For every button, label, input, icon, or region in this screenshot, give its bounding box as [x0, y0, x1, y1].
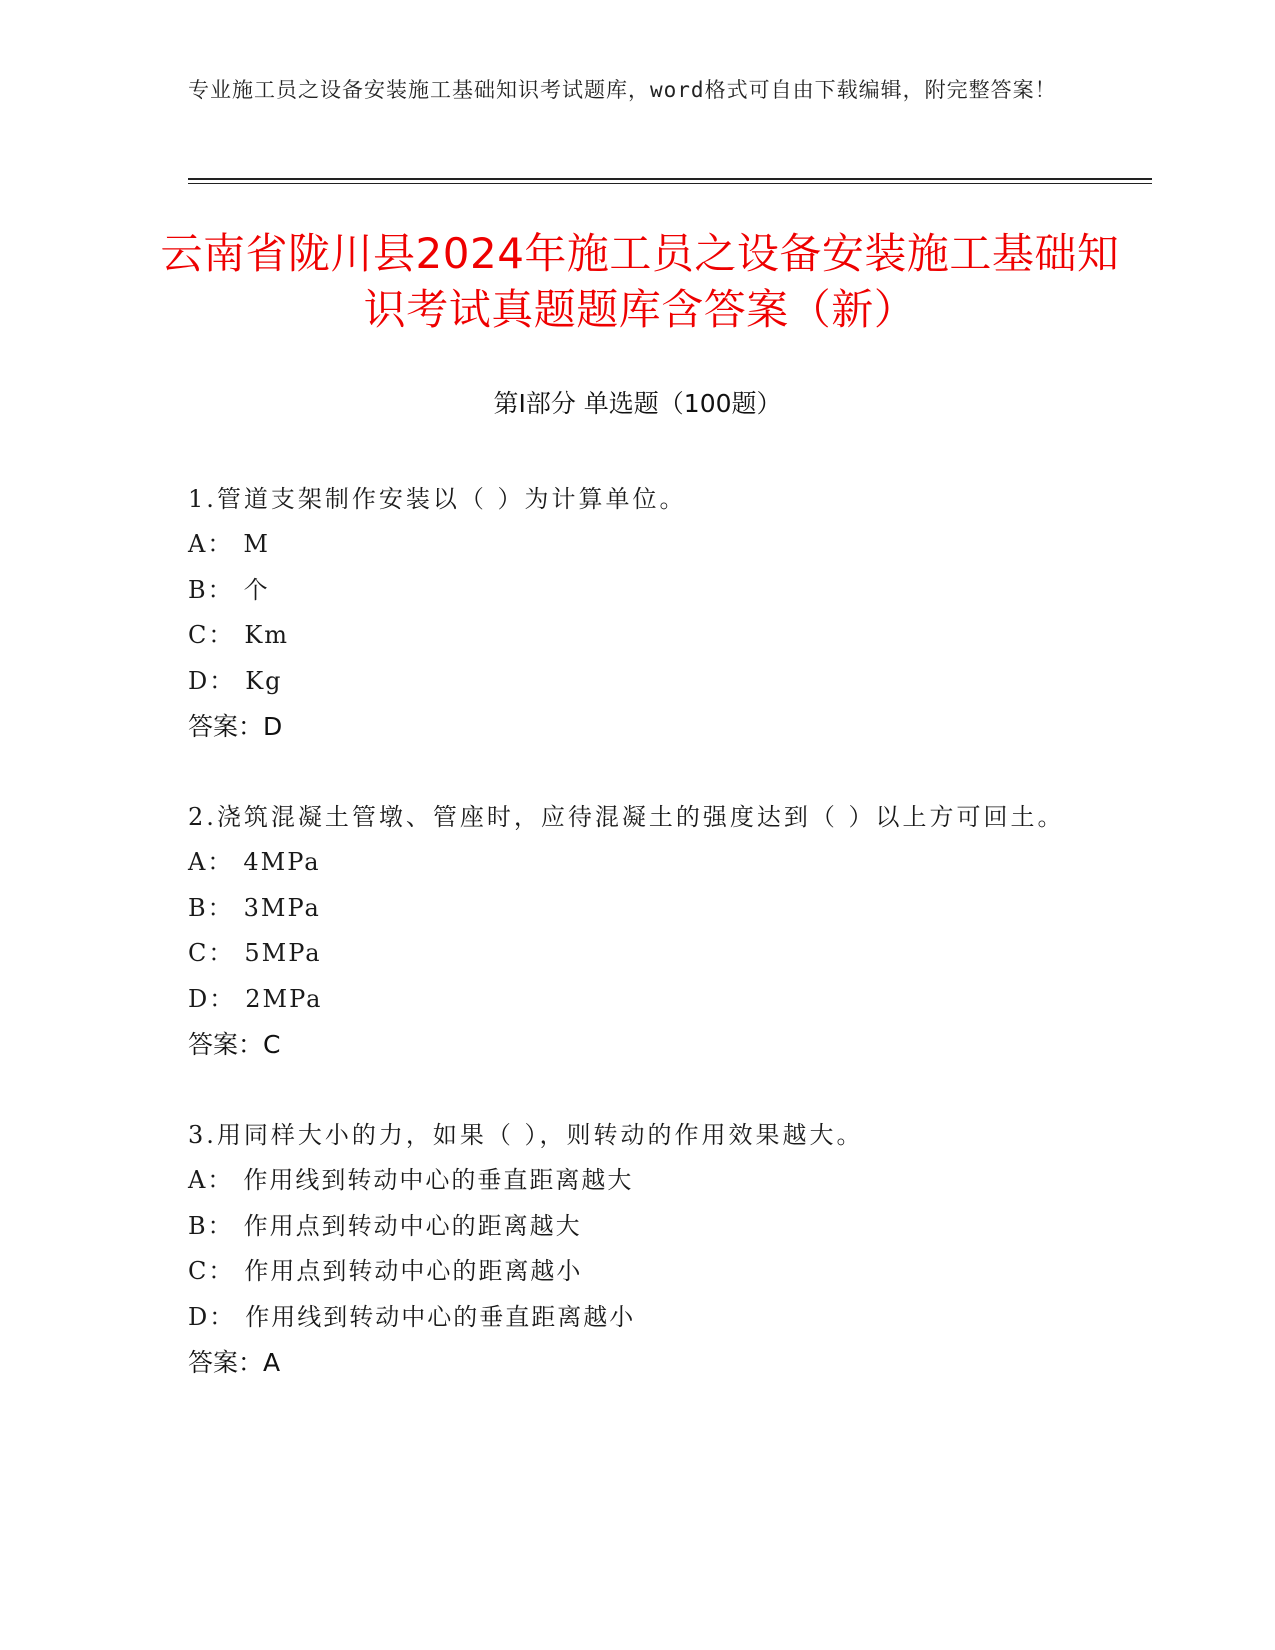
- option-c: C： 5MPa: [188, 939, 322, 967]
- option-letter: B: [188, 893, 208, 922]
- option-letter: A: [188, 530, 208, 558]
- option-text: Km: [244, 621, 290, 649]
- option-text: 5MPa: [244, 939, 322, 967]
- option-a: A： 4MPa: [188, 848, 321, 876]
- answer-label: 答案：: [188, 712, 264, 741]
- question-3: [188, 1112, 1088, 1386]
- answer-line: [188, 704, 1088, 750]
- option-text: 作用线到转动中心的垂直距离越大: [243, 1166, 634, 1194]
- answer-label: 答案：: [188, 1348, 264, 1377]
- option-d: D： Kg: [188, 666, 283, 695]
- option-text: Kg: [245, 666, 283, 695]
- answer-line: [188, 1022, 1088, 1068]
- option-letter: D: [188, 1302, 210, 1331]
- question-1: [188, 476, 1088, 750]
- option-letter: B: [188, 575, 208, 604]
- option-d: D： 作用线到转动中心的垂直距离越小: [188, 1302, 636, 1331]
- answer-value: D: [263, 712, 283, 741]
- option-text: 作用线到转动中心的垂直距离越小: [245, 1302, 636, 1331]
- option-text: 4MPa: [243, 848, 321, 876]
- option-b: B： 个: [188, 575, 270, 604]
- option-d: D： 2MPa: [188, 984, 323, 1013]
- option-a: A： M: [188, 530, 270, 558]
- option-a: A： 作用线到转动中心的垂直距离越大: [188, 1166, 634, 1194]
- header-divider-thin: [188, 183, 1152, 184]
- option-letter: D: [188, 666, 210, 695]
- option-text: 个: [243, 575, 270, 604]
- option-letter: D: [188, 984, 210, 1013]
- answer-value: C: [263, 1030, 281, 1059]
- option-letter: B: [188, 1211, 208, 1240]
- option-letter: C: [188, 939, 209, 967]
- question-2: [188, 794, 1088, 1068]
- option-text: M: [243, 530, 270, 558]
- option-letter: C: [188, 621, 209, 649]
- option-text: 作用点到转动中心的距离越小: [244, 1257, 583, 1285]
- question-stem: 2.浇筑混凝土管墩、管座时，应待混凝土的强度达到（ ）以上方可回土。: [188, 803, 1065, 831]
- answer-label: 答案：: [188, 1030, 264, 1059]
- answer-value: A: [263, 1348, 281, 1377]
- question-list: [188, 476, 1088, 1430]
- section-heading: 第Ⅰ部分 单选题（100题）: [493, 389, 782, 418]
- answer-line: [188, 1340, 1088, 1386]
- option-c: C： 作用点到转动中心的距离越小: [188, 1257, 583, 1285]
- document-title: 云南省陇川县2024年施工员之设备安装施工基础知识考试真题题库含答案（新）: [160, 229, 1120, 334]
- question-stem: 1.管道支架制作安装以（ ）为计算单位。: [188, 485, 687, 513]
- header-note: 专业施工员之设备安装施工基础知识考试题库，word格式可自由下载编辑，附完整答案！: [188, 78, 1057, 102]
- option-c: C： Km: [188, 621, 290, 649]
- option-b: B： 作用点到转动中心的距离越大: [188, 1211, 582, 1240]
- question-stem: 3.用同样大小的力，如果（ ），则转动的作用效果越大。: [188, 1121, 864, 1149]
- option-text: 作用点到转动中心的距离越大: [243, 1211, 582, 1240]
- option-letter: A: [188, 848, 208, 876]
- option-text: 3MPa: [243, 893, 321, 922]
- option-letter: A: [188, 1166, 208, 1194]
- option-b: B： 3MPa: [188, 893, 321, 922]
- header-divider-thick: [188, 178, 1152, 180]
- option-text: 2MPa: [245, 984, 323, 1013]
- option-letter: C: [188, 1257, 209, 1285]
